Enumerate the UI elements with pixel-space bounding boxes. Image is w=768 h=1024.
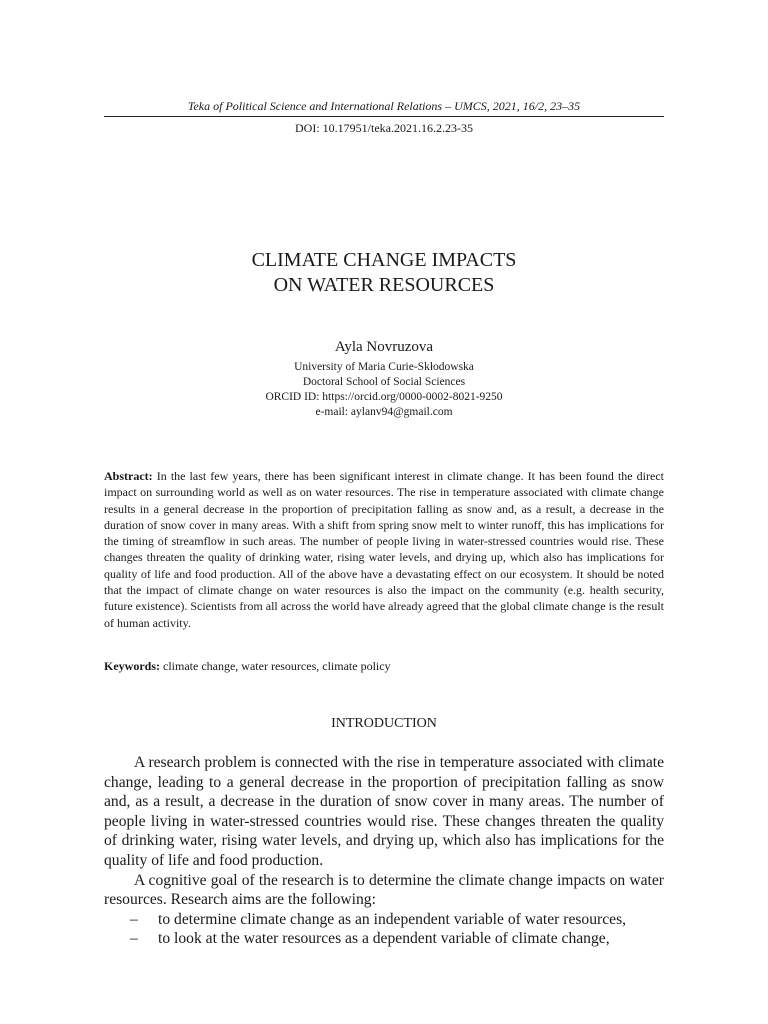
keywords	[104, 658, 664, 674]
abstract	[104, 468, 664, 631]
research-aims-list	[104, 910, 664, 949]
doi: DOI: 10.17951/teka.2021.16.2.23-35	[295, 121, 473, 135]
abstract-text: In the last few years, there has been significant interest in climate change. It has been found the direct impact on surrounding world as well as on water resources. The rise in temperature associated with climate change results in a general decrease in the proportion of precipitation falling as snow and, as a result, a decrease in the duration of snow cover in many areas. With a shift from spring snow melt to winter runoff, this has implications for the timing of streamflow in such areas. The number of people living in water-stressed countries would rise. These changes threaten the quality of drinking water, rising water levels, and drying up, which also has implications for quality of life and food production. All of the above have a devastating effect on our ecosystem. It should be noted that the impact of climate change on water resources is also the impact on the community (e.g. health security, future existence). Scientists from all across the world have already agreed that the global climate change is the result of human activity.	[104, 469, 664, 630]
introduction-paragraph-2: A cognitive goal of the research is to determine the climate change impacts on water resources. Research aims are the following:	[104, 871, 664, 909]
list-dash: –	[130, 910, 138, 928]
list-dash: –	[130, 930, 138, 948]
keywords-label: Keywords:	[104, 659, 160, 673]
author-email: e-mail: aylanv94@gmail.com	[315, 406, 453, 418]
list-item	[104, 910, 664, 930]
list-item-text: to look at the water resources as a dependent variable of climate change,	[158, 930, 610, 948]
author-affiliation	[104, 360, 664, 420]
author-university: University of Maria Curie-Skłodowska	[294, 361, 474, 373]
keywords-text: climate change, water resources, climate policy	[160, 659, 391, 673]
journal-header: Teka of Political Science and International Relations – UMCS, 2021, 16/2, 23–35	[187, 99, 581, 113]
abstract-label: Abstract:	[104, 469, 153, 483]
paper-title-line-1: CLIMATE CHANGE IMPACTS	[251, 249, 517, 271]
author-orcid: ORCID ID: https://orcid.org/0000-0002-8021-9250	[265, 391, 503, 403]
author-school: Doctoral School of Social Sciences	[302, 376, 466, 388]
section-heading-introduction: INTRODUCTION	[331, 716, 437, 731]
header-rule	[104, 116, 664, 117]
author-name: Ayla Novruzova	[334, 339, 434, 355]
introduction-body	[104, 753, 664, 949]
list-item	[104, 929, 664, 949]
paper-title-line-2: ON WATER RESOURCES	[273, 274, 495, 296]
list-item-text: to determine climate change as an independent variable of water resources,	[158, 910, 627, 928]
paper-title	[104, 248, 664, 298]
introduction-paragraph-1: A research problem is connected with the rise in temperature associated with climate change, leading to a general decrease in the proportion of precipitation falling as snow and, as a result, a decrease in the duration of snow cover in many areas. The number of people living in water-stressed countries would rise. These changes threaten the quality of drinking water, rising water levels, and drying up, which also has implications for the quality of life and food production.	[104, 754, 664, 869]
